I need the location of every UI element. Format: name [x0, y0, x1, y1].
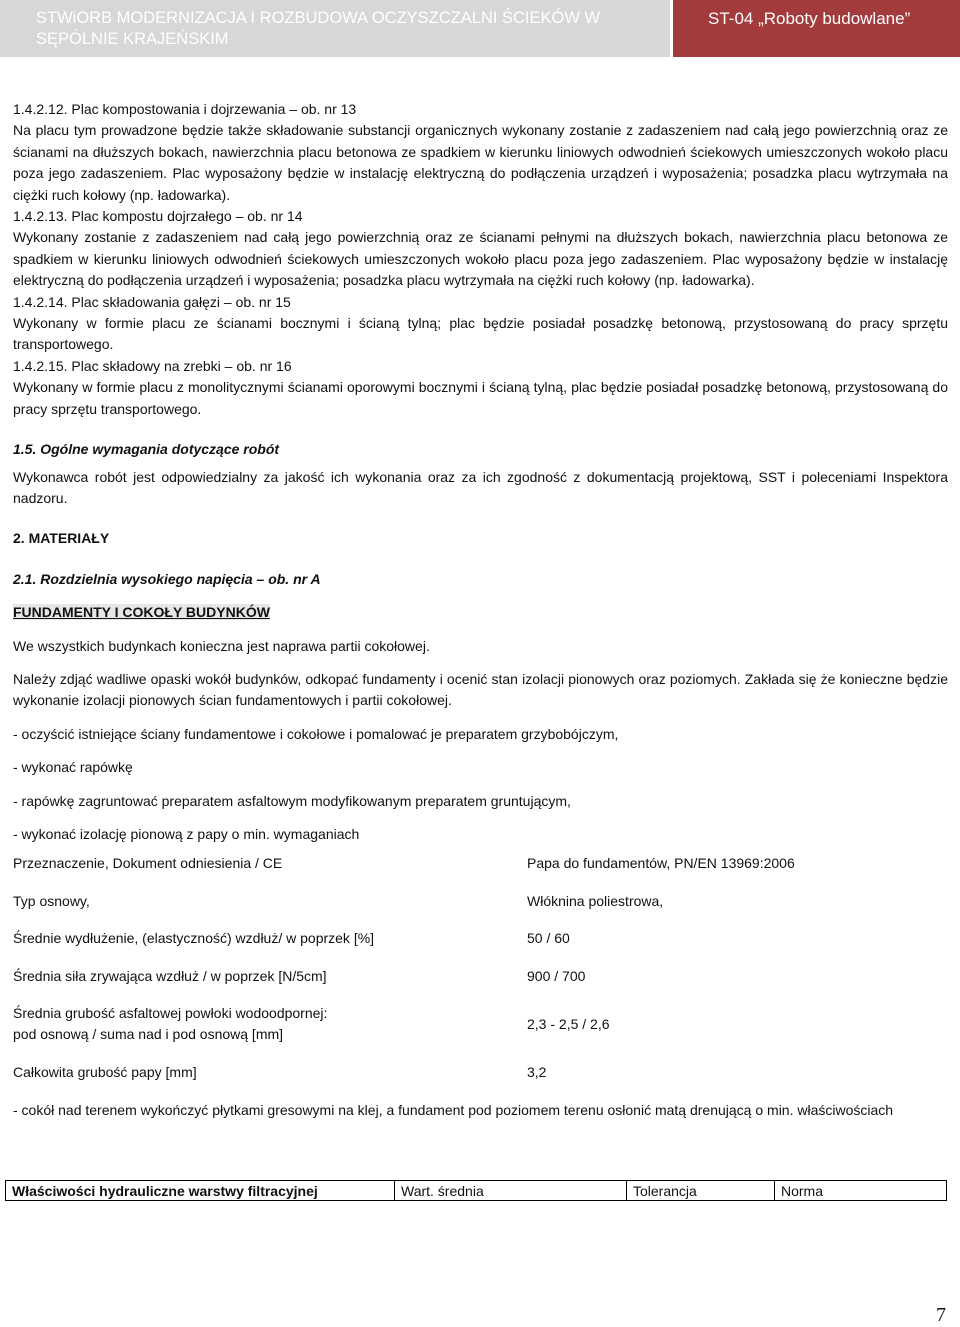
spec-label: Przeznaczenie, Dokument odniesienia / CE [13, 855, 283, 872]
section-1-4-2-12-sentence-2: Plac wyposażony będzie w instalację elektryczną do podłączenia urządzeń i wyposażenia; posadzka placu wytrzymała na ciężki ruch kołowy (np. ładowarka). [13, 165, 948, 203]
section-1-5-text: Wykonawca robót jest odpowiedzialny za jakość ich wykonania oraz za ich zgodność z dokumentacją projektową, SST i poleceniami Inspektora nadzoru. [13, 468, 948, 506]
spec-value: 3,2 [527, 1063, 547, 1080]
table-header-cell: Wart. średnia [395, 1181, 627, 1201]
page-header [0, 0, 960, 57]
spec-value: Papa do fundamentów, PN/EN 13969:2006 [527, 855, 795, 872]
spec-label: Średnia siła zrywająca wzdłuż / w poprzek [N/5cm] [13, 967, 327, 984]
foundations-heading-text: FUNDAMENTY I COKOŁY BUDYNKÓW [13, 604, 270, 621]
hydraulic-properties-table [5, 1180, 947, 1201]
spec-row [13, 853, 948, 874]
section-1-4-2-15-text: Wykonany w formie placu z monolitycznymi ścianami oporowymi bocznymi i ścianą tylną, plac będzie posiadał posadzkę betonową, przystosowaną do pracy sprzętu transportowego. [13, 379, 948, 417]
spec-code-banner: ST-04 „Roboty budowlane” [673, 0, 960, 57]
table-header-cell: Tolerancja [627, 1181, 775, 1201]
section-2-heading: 2. MATERIAŁY [13, 530, 110, 547]
section-1-4-2-15-title: 1.4.2.15. Plac składowy na zrebki – ob. nr 16 [13, 357, 292, 374]
section-1-5-heading: 1.5. Ogólne wymagania dotyczące robót [13, 441, 280, 458]
section-1-4-2-13-title: 1.4.2.13. Plac kompostu dojrzałego – ob. nr 14 [13, 208, 303, 225]
section-1-4-2-12-text [13, 120, 948, 206]
bullet-vertical-insulation: - wykonać izolację pionową z papy o min. wymaganiach [13, 825, 360, 842]
document-body [13, 99, 948, 1122]
foundations-heading [13, 602, 948, 623]
spec-label-line2: pod osnową / suma nad i pod osnową [mm] [13, 1026, 284, 1043]
spec-label: Typ osnowy, [13, 892, 90, 909]
spec-row [13, 1003, 948, 1046]
spec-row [13, 1062, 948, 1083]
spec-label-line1: Średnia grubość asfaltowej powłoki wodoodpornej: [13, 1005, 328, 1021]
foundations-paragraph-2: Należy zdjąć wadliwe opaski wokół budynków, odkopać fundamenty i ocenić stan izolacji pionowych oraz poziomych. Zakłada się że konieczne będzie wykonanie izolacji pionowych ścian fundamentowych i partii cokołowej. [13, 670, 948, 709]
section-1-4-2-14-title: 1.4.2.14. Plac składowania gałęzi – ob. nr 15 [13, 293, 291, 310]
table-header-cell: Norma [775, 1181, 947, 1201]
bullet-prime-rapowka: - rapówkę zagruntować preparatem asfaltowym modyfikowanym preparatem gruntującym, [13, 792, 571, 809]
document-title-banner [0, 0, 670, 57]
document-title-line2: SĘPÓLNIE KRAJEŃSKIM [36, 30, 229, 48]
table-header-cell: Właściwości hydrauliczne warstwy filtracyjnej [6, 1181, 395, 1201]
spec-value: 50 / 60 [527, 930, 570, 947]
spec-label: Całkowita grubość papy [mm] [13, 1063, 197, 1080]
spec-label: Średnie wydłużenie, (elastyczność) wzdłuż/ w poprzek [%] [13, 930, 375, 947]
table-header-row [6, 1181, 947, 1201]
section-2-1-heading: 2.1. Rozdzielnia wysokiego napięcia – ob. nr A [13, 570, 321, 587]
bullet-clean-walls: - oczyścić istniejące ściany fundamentowe i cokołowe i pomalować je preparatem grzybobójczym, [13, 725, 619, 742]
spec-value: Włóknina poliestrowa, [527, 892, 664, 909]
spec-row [13, 966, 948, 987]
section-1-4-2-12-title: 1.4.2.12. Plac kompostowania i dojrzewania – ob. nr 13 [13, 101, 357, 117]
spec-row [13, 891, 948, 912]
document-title-line1: STWiORB MODERNIZACJA I ROZBUDOWA OCZYSZCZALNI ŚCIEKÓW W [36, 9, 601, 27]
section-1-4-2-12-sentence-1: Na placu tym prowadzone będzie także składowanie substancji organicznych wykonany zostanie z zadaszeniem nad całą jego powierzchnią oraz ze ścianami na dłuższych bokach, nawierzchnia placu betonowa ze spadkiem w kierunku liniowych odwodnień ściekowych umieszczonych wokoło placu poza jego zadaszeniem. [13, 122, 948, 182]
spec-row [13, 928, 948, 949]
bullet-rapowka: - wykonać rapówkę [13, 759, 133, 776]
section-1-4-2-14-text: Wykonany w formie placu ze ścianami bocznymi i ścianą tylną; plac będzie posiadał posadzkę betonową, przystosowaną do pracy sprzętu transportowego. [13, 315, 948, 353]
foundations-paragraph-1: We wszystkich budynkach konieczna jest naprawa partii cokołowej. [13, 637, 430, 654]
section-1-4-2-13-text: Wykonany zostanie z zadaszeniem nad całą jego powierzchnią oraz ze ścianami pełnymi na dłuższych bokach, nawierzchnia placu betonowa ze spadkiem w kierunku liniowych odwodnień ściekowych umieszczonych wokoło placu poza jego zadaszeniem. Plac wyposażony będzie w instalację elektryczną do podłączenia urządzeń i wyposażenia; posadzka placu wytrzymała na ciężki ruch kołowy (np. ładowarka). [13, 229, 948, 289]
spec-value: 900 / 700 [527, 967, 586, 984]
spec-value: 2,3 - 2,5 / 2,6 [527, 1015, 610, 1032]
spec-label [13, 1003, 527, 1046]
bullet-plinth-finish: - cokół nad terenem wykończyć płytkami gresowymi na klej, a fundament pod poziomem terenu osłonić matą drenującą o min. właściwościach [13, 1102, 894, 1119]
page-number: 7 [936, 1304, 946, 1326]
